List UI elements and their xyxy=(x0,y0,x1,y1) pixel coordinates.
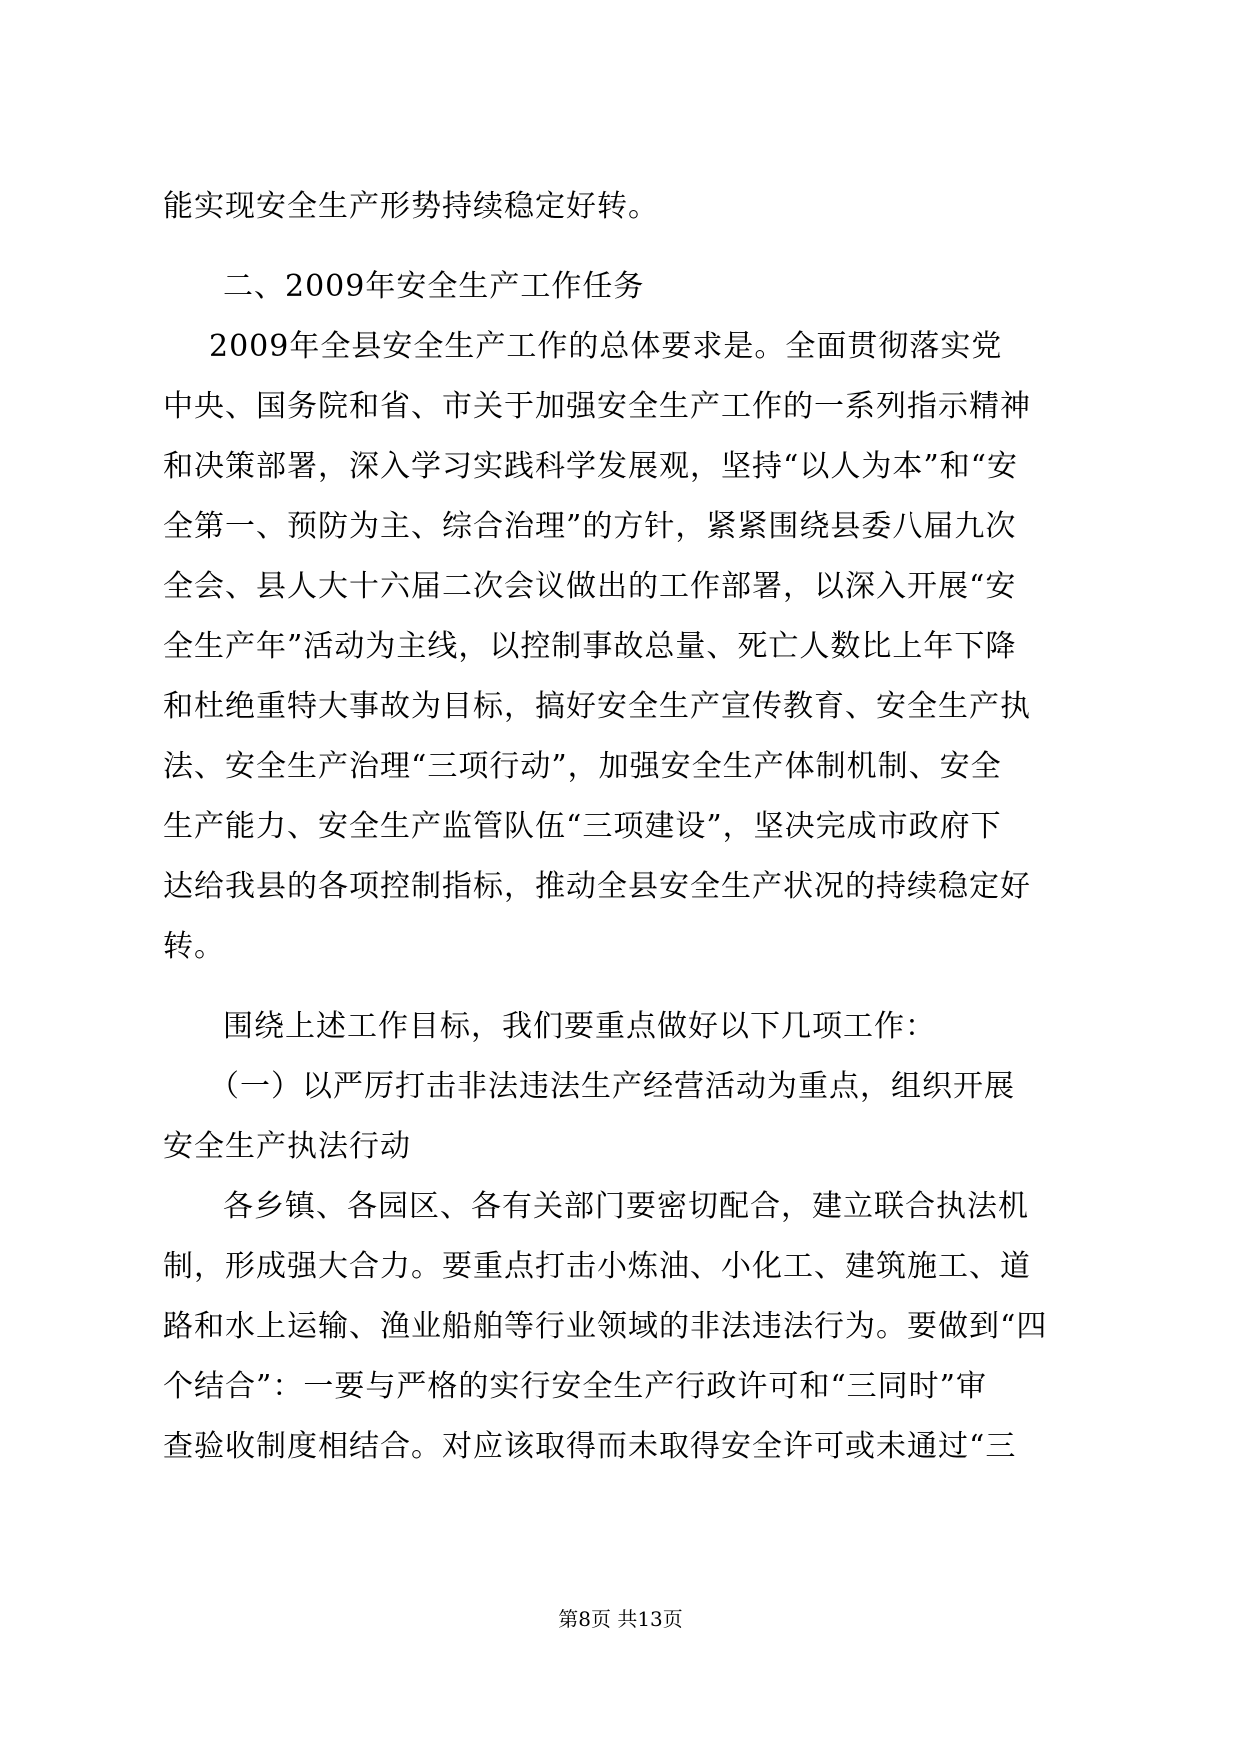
text-line: 围绕上述工作目标，我们要重点做好以下几项工作： xyxy=(223,1009,936,1044)
page-number-footer: 第8页 共13页 xyxy=(558,1607,683,1631)
text-line: 2009年全县安全生产工作的总体要求是。全面贯彻落实党 xyxy=(209,329,1003,364)
text-line: 法、安全生产治理“三项行动”，加强安全生产体制机制、安全 xyxy=(163,749,1002,784)
text-line: 个结合”：一要与严格的实行安全生产行政许可和“三同时”审 xyxy=(163,1369,988,1404)
text-line: 和杜绝重特大事故为目标，搞好安全生产宣传教育、安全生产执 xyxy=(163,689,1031,724)
text-line: 查验收制度相结合。对应该取得而未取得安全许可或未通过“三 xyxy=(163,1429,1017,1464)
text-line: 全生产年”活动为主线，以控制事故总量、死亡人数比上年下降 xyxy=(163,629,1017,664)
text-line: 制，形成强大合力。要重点打击小炼油、小化工、建筑施工、道 xyxy=(163,1249,1031,1284)
text-line: 中央、国务院和省、市关于加强安全生产工作的一系列指示精神 xyxy=(163,389,1031,424)
text-line: 各乡镇、各园区、各有关部门要密切配合，建立联合执法机 xyxy=(223,1189,1029,1224)
text-line: 和决策部署，深入学习实践科学发展观，坚持“以人为本”和“安 xyxy=(163,449,1019,484)
subsection-heading-continued: 安全生产执法行动 xyxy=(163,1129,411,1164)
subsection-heading: （一）以严厉打击非法违法生产经营活动为重点，组织开展 xyxy=(209,1069,1015,1104)
text-line: 生产能力、安全生产监管队伍“三项建设”，坚决完成市政府下 xyxy=(163,809,1002,844)
text-line: 路和水上运输、渔业船舶等行业领域的非法违法行为。要做到“四 xyxy=(163,1309,1048,1344)
text-line: 全会、县人大十六届二次会议做出的工作部署，以深入开展“安 xyxy=(163,569,1017,604)
text-line: 能实现安全生产形势持续稳定好转。 xyxy=(163,189,659,224)
section-heading: 二、2009年安全生产工作任务 xyxy=(223,269,645,304)
text-line: 达给我县的各项控制指标，推动全县安全生产状况的持续稳定好 xyxy=(163,869,1031,904)
text-line: 全第一、预防为主、综合治理”的方针，紧紧围绕县委八届九次 xyxy=(163,509,1017,544)
text-line: 转。 xyxy=(163,929,225,964)
